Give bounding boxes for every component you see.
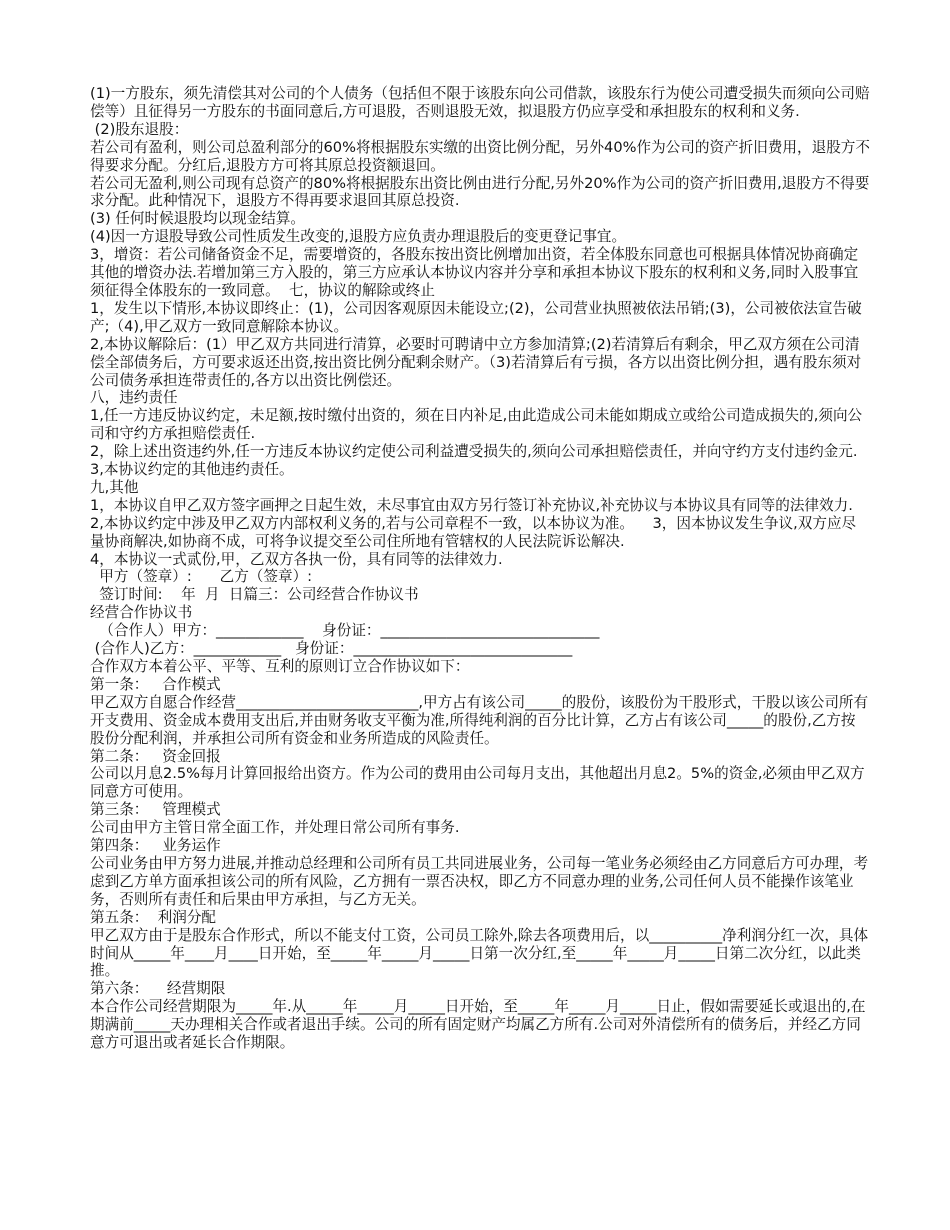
article-heading: 第三条： 管理模式 (90, 801, 221, 819)
paragraph: 3，增资：若公司储备资金不足，需要增资的，各股东按出资比例增加出资，若全体股东同意也可根据具体情况协商确定其他的增资办法.若增加第三方入股的，第三方应承认本协议内容并分享和承担本协议下股东的权利和义务,同时入股事宜须征得全体股东的一致同意。 七，协议的解除或终止 (90, 246, 859, 299)
paragraph: 2，除上述出资违约外,任一方违反本协议约定使公司利益遭受损失的,须向公司承担赔偿责任，并向守约方支付违约金元. (90, 443, 858, 461)
section-heading: 九,其他 (90, 478, 139, 496)
paragraph: 公司以月息2.5%每月计算回报给出资方。作为公司的费用由公司每月支出，其他超出月息2。5%的资金,必须由甲乙双方同意方可使用。 (90, 765, 865, 801)
paragraph: 3,本协议约定的其他违约责任。 (90, 461, 294, 479)
section-heading: 八，违约责任 (90, 389, 178, 407)
paragraph: 2,本协议解除后：(1）甲乙双方共同进行清算，必要时可聘请中立方参加清算;(2)若清算后有剩余，甲乙双方须在公司清偿全部债务后，方可要求返还出资,按出资比例分配剩余财产。（3)若清算后有亏损，各方以出资比例分担，遇有股东须对公司债务承担连带责任的,各方以出资比例偿还。 (90, 335, 862, 389)
paragraph: 若公司无盈利,则公司现有总资产的80%将根据股东出资比例由进行分配,另外20%作为公司的资产折旧费用,退股方不得要求分配。此种情况下，退股方不得再要求退回其原总投资. (90, 174, 870, 210)
paragraph: 2,本协议约定中涉及甲乙双方内部权利义务的,若与公司章程不一致，以本协议为准。 3，因本协议发生争议,双方应尽量协商解决,如协商不成，可将争议提交至公司住所地有管辖权的人民法院诉讼解决. (90, 514, 857, 550)
paragraph: 1,任一方违反协议约定，未足额,按时缴付出资的，须在日内补足,由此造成公司未能如期成立或给公司造成损失的,须向公司和守约方承担赔偿责任. (90, 407, 863, 443)
signature-line: 甲方（签章）: 乙方（签章）: (90, 568, 313, 586)
article-heading: 第五条： 利润分配 (90, 908, 217, 926)
article-heading: 第二条： 资金回报 (90, 747, 221, 765)
document-title: 经营合作协议书 (90, 604, 193, 622)
paragraph: 1，本协议自甲乙双方签字画押之日起生效，未尽事宜由双方另行签订补充协议,补充协议与本协议具有同等的法律效力. (90, 496, 853, 514)
paragraph: (4)因一方退股导致公司性质发生改变的,退股方应负责办理退股后的变更登记事宜。 (90, 228, 627, 246)
paragraph: 若公司有盈利，则公司总盈利部分的60%将根据股东实缴的出资比例分配，另外40%作为公司的资产折旧费用，退股方不得要求分配。分红后,退股方方可将其原总投资额退回。 (90, 138, 870, 174)
party-a-line: （合作人）甲方：____________ 身份证：______________________________ (90, 622, 600, 640)
paragraph: 甲乙双方自愿合作经营_________________________,甲方占有该公司_____的股份，该股份为干股形式，干股以该公司所有开支费用、资金成本费用支出后,并由财务收支平衡为准,所得纯利润的百分比计算，乙方占有该公司_____的股份,乙方按股份分配利润，并承担公司所有资金和业务所造成的风险责任。 (90, 693, 869, 747)
paragraph: (3) 任何时候退股均以现金结算。 (90, 210, 306, 228)
paragraph: 本合作公司经营期限为_____年.从_____年_____月_____日开始，至_____年_____月_____日止，假如需要延长或退出的,在期满前_____天办理相关合作或者退出手续。公司的所有固定财产均属乙方所有.公司对外清偿所有的债务后，并经乙方同意方可退出或者延长合作期限。 (90, 998, 866, 1052)
paragraph: 合作双方本着公平、平等、互利的原则订立合作协议如下： (90, 658, 470, 675)
paragraph: 公司业务由甲方努力进展,并推动总经理和公司所有员工共同进展业务，公司每一笔业务必须经由乙方同意后方可办理，考虑到乙方单方面承担该公司的所有风险，乙方拥有一票否决权，即乙方不同意办理的业务,公司任何人员不能操作该笔业务，否则所有责任和后果由甲方承担，与乙方无关。 (90, 854, 869, 908)
article-heading: 第四条： 业务运作 (90, 837, 221, 855)
paragraph: 甲乙双方由于是股东合作形式，所以不能支付工资，公司员工除外,除去各项费用后，以__________净利润分红一次，具体时间从_____年____月____日开始，至_____年_____月_____日第一次分红,至_____年_____月_____日第二次分红，以此类推。 (90, 926, 869, 980)
article-heading: 第六条： 经营期限 (90, 980, 226, 998)
document-body (90, 85, 870, 1052)
paragraph: 公司由甲方主管日常全面工作，并处理日常公司所有事务. (90, 819, 460, 837)
paragraph: (2)股东退股： (90, 120, 189, 138)
paragraph: 1，发生以下情形,本协议即终止：(1)，公司因客观原因未能设立;(2)，公司营业执照被依法吊销;(3)，公司被依法宣告破产;（4),甲乙双方一致同意解除本协议。 (90, 299, 862, 335)
party-b-line: (合作人)乙方：____________ 身份证：______________________________ (90, 640, 573, 658)
signing-date-line: 签订时间: 年 月 日篇三：公司经营合作协议书 (90, 586, 419, 604)
paragraph: (1)一方股东，须先清偿其对公司的个人债务（包括但不限于该股东向公司借款，该股东行为使公司遭受损失而须向公司赔偿等）且征得另一方股东的书面同意后,方可退股，否则退股无效，拟退股方仍应享受和承担股东的权利和义务. (90, 85, 870, 120)
article-heading: 第一条： 合作模式 (90, 675, 221, 693)
paragraph: 4，本协议一式贰份,甲，乙双方各执一份，具有同等的法律效力. (90, 550, 503, 568)
